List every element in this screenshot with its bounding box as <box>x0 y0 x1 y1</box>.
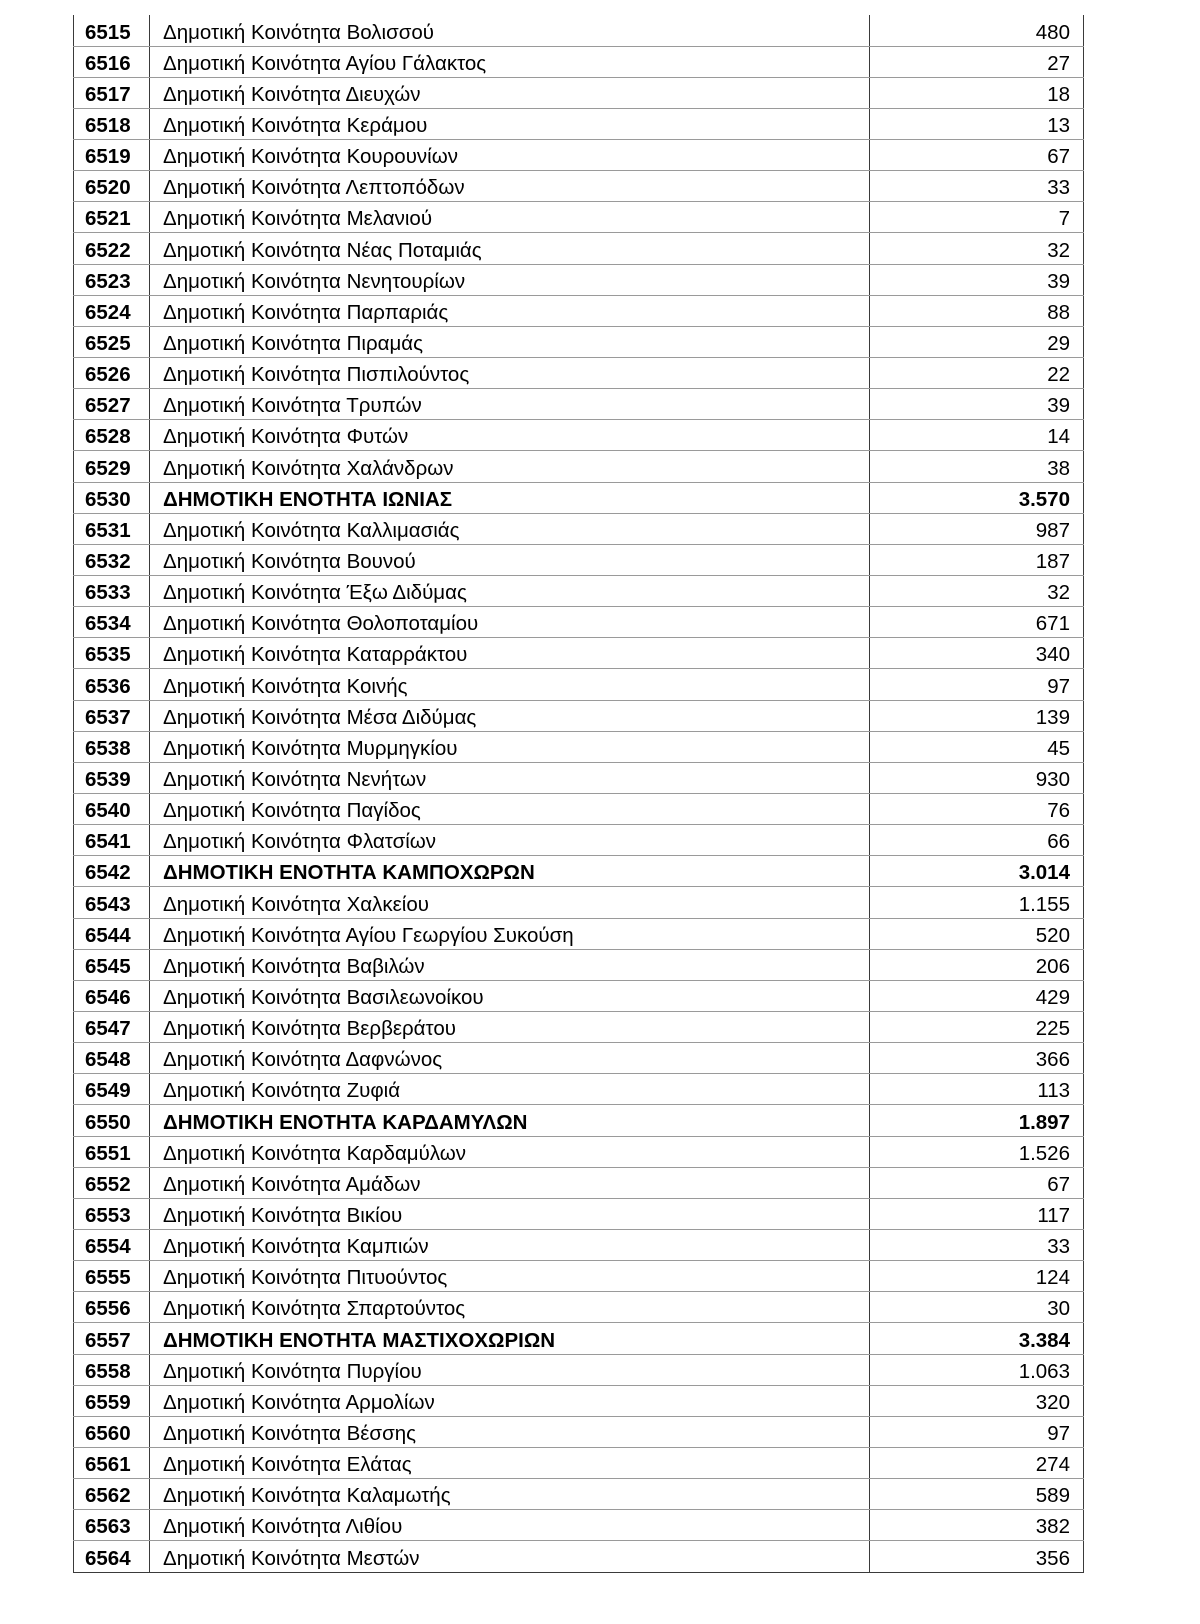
population-value: 1.063 <box>870 1354 1084 1385</box>
community-name: Δημοτική Κοινότητα Μέσα Διδύμας <box>150 700 870 731</box>
community-name: Δημοτική Κοινότητα Βουνού <box>150 544 870 575</box>
row-code: 6517 <box>74 77 150 108</box>
population-value: 13 <box>870 108 1084 139</box>
population-value: 39 <box>870 389 1084 420</box>
population-table <box>73 15 1084 1573</box>
population-value: 340 <box>870 638 1084 669</box>
table-row <box>74 1261 1084 1292</box>
community-name: Δημοτική Κοινότητα Χαλκείου <box>150 887 870 918</box>
row-code: 6531 <box>74 513 150 544</box>
population-value: 67 <box>870 1167 1084 1198</box>
community-name: Δημοτική Κοινότητα Βαβιλών <box>150 949 870 980</box>
row-code: 6536 <box>74 669 150 700</box>
section-name: ΔΗΜΟΤΙΚΗ ΕΝΟΤΗΤΑ ΜΑΣΤΙΧΟΧΩΡΙΩΝ <box>150 1323 870 1354</box>
table-row <box>74 1447 1084 1478</box>
population-value: 66 <box>870 825 1084 856</box>
row-code: 6522 <box>74 233 150 264</box>
community-name: Δημοτική Κοινότητα Αρμολίων <box>150 1385 870 1416</box>
table-row <box>74 295 1084 326</box>
community-name: Δημοτική Κοινότητα Νενήτων <box>150 762 870 793</box>
population-value: 520 <box>870 918 1084 949</box>
row-code: 6520 <box>74 171 150 202</box>
section-row <box>74 1323 1084 1354</box>
population-value: 18 <box>870 77 1084 108</box>
row-code: 6556 <box>74 1292 150 1323</box>
row-code: 6515 <box>74 15 150 46</box>
community-name: Δημοτική Κοινότητα Φλατσίων <box>150 825 870 856</box>
table-row <box>74 358 1084 389</box>
community-name: Δημοτική Κοινότητα Χαλάνδρων <box>150 451 870 482</box>
table-row <box>74 1136 1084 1167</box>
section-total: 3.014 <box>870 856 1084 887</box>
population-value: 32 <box>870 576 1084 607</box>
table-row <box>74 77 1084 108</box>
community-name: Δημοτική Κοινότητα Βασιλεωνοίκου <box>150 980 870 1011</box>
row-code: 6533 <box>74 576 150 607</box>
table-row <box>74 15 1084 46</box>
row-code: 6521 <box>74 202 150 233</box>
community-name: Δημοτική Κοινότητα Τρυπών <box>150 389 870 420</box>
table-row <box>74 731 1084 762</box>
row-code: 6530 <box>74 482 150 513</box>
population-value: 356 <box>870 1541 1084 1572</box>
population-value: 589 <box>870 1479 1084 1510</box>
row-code: 6539 <box>74 762 150 793</box>
population-value: 88 <box>870 295 1084 326</box>
community-name: Δημοτική Κοινότητα Κουρουνίων <box>150 140 870 171</box>
population-value: 366 <box>870 1043 1084 1074</box>
table-row <box>74 1416 1084 1447</box>
table-row <box>74 1167 1084 1198</box>
community-name: Δημοτική Κοινότητα Καταρράκτου <box>150 638 870 669</box>
table-row <box>74 108 1084 139</box>
row-code: 6562 <box>74 1479 150 1510</box>
community-name: Δημοτική Κοινότητα Νέας Ποταμιάς <box>150 233 870 264</box>
community-name: Δημοτική Κοινότητα Λεπτοπόδων <box>150 171 870 202</box>
population-value: 274 <box>870 1447 1084 1478</box>
row-code: 6540 <box>74 794 150 825</box>
community-name: Δημοτική Κοινότητα Δαφνώνος <box>150 1043 870 1074</box>
population-value: 382 <box>870 1510 1084 1541</box>
table-row <box>74 918 1084 949</box>
community-name: Δημοτική Κοινότητα Καλαμωτής <box>150 1479 870 1510</box>
section-total: 3.570 <box>870 482 1084 513</box>
row-code: 6554 <box>74 1229 150 1260</box>
table-row <box>74 1043 1084 1074</box>
community-name: Δημοτική Κοινότητα Βολισσού <box>150 15 870 46</box>
row-code: 6560 <box>74 1416 150 1447</box>
population-value: 225 <box>870 1012 1084 1043</box>
section-row <box>74 482 1084 513</box>
population-value: 33 <box>870 171 1084 202</box>
table-row <box>74 389 1084 420</box>
section-total: 3.384 <box>870 1323 1084 1354</box>
population-value: 1.155 <box>870 887 1084 918</box>
section-row <box>74 856 1084 887</box>
table-row <box>74 513 1084 544</box>
row-code: 6541 <box>74 825 150 856</box>
population-value: 32 <box>870 233 1084 264</box>
community-name: Δημοτική Κοινότητα Ζυφιά <box>150 1074 870 1105</box>
community-name: Δημοτική Κοινότητα Μεστών <box>150 1541 870 1572</box>
row-code: 6551 <box>74 1136 150 1167</box>
community-name: Δημοτική Κοινότητα Μυρμηγκίου <box>150 731 870 762</box>
row-code: 6534 <box>74 607 150 638</box>
row-code: 6563 <box>74 1510 150 1541</box>
population-value: 206 <box>870 949 1084 980</box>
row-code: 6543 <box>74 887 150 918</box>
community-name: Δημοτική Κοινότητα Παγίδος <box>150 794 870 825</box>
table-row <box>74 669 1084 700</box>
population-value: 1.526 <box>870 1136 1084 1167</box>
row-code: 6564 <box>74 1541 150 1572</box>
row-code: 6544 <box>74 918 150 949</box>
population-value: 124 <box>870 1261 1084 1292</box>
population-value: 429 <box>870 980 1084 1011</box>
row-code: 6552 <box>74 1167 150 1198</box>
table-body <box>74 15 1084 1572</box>
table-row <box>74 544 1084 575</box>
community-name: Δημοτική Κοινότητα Βερβεράτου <box>150 1012 870 1043</box>
table-row <box>74 451 1084 482</box>
population-value: 930 <box>870 762 1084 793</box>
population-value: 97 <box>870 669 1084 700</box>
row-code: 6532 <box>74 544 150 575</box>
table-row <box>74 1479 1084 1510</box>
population-value: 39 <box>870 264 1084 295</box>
row-code: 6526 <box>74 358 150 389</box>
population-value: 139 <box>870 700 1084 731</box>
table-row <box>74 700 1084 731</box>
community-name: Δημοτική Κοινότητα Αγίου Γεωργίου Συκούση <box>150 918 870 949</box>
row-code: 6553 <box>74 1198 150 1229</box>
table-row <box>74 420 1084 451</box>
row-code: 6535 <box>74 638 150 669</box>
community-name: Δημοτική Κοινότητα Καμπιών <box>150 1229 870 1260</box>
population-value: 38 <box>870 451 1084 482</box>
population-value: 27 <box>870 46 1084 77</box>
table-row <box>74 576 1084 607</box>
row-code: 6546 <box>74 980 150 1011</box>
table-row <box>74 46 1084 77</box>
row-code: 6549 <box>74 1074 150 1105</box>
community-name: Δημοτική Κοινότητα Νενητουρίων <box>150 264 870 295</box>
section-name: ΔΗΜΟΤΙΚΗ ΕΝΟΤΗΤΑ ΚΑΜΠΟΧΩΡΩΝ <box>150 856 870 887</box>
table-row <box>74 949 1084 980</box>
population-value: 987 <box>870 513 1084 544</box>
table-row <box>74 1074 1084 1105</box>
table-row <box>74 264 1084 295</box>
table-row <box>74 1198 1084 1229</box>
community-name: Δημοτική Κοινότητα Κοινής <box>150 669 870 700</box>
row-code: 6519 <box>74 140 150 171</box>
population-value: 76 <box>870 794 1084 825</box>
population-value: 22 <box>870 358 1084 389</box>
community-name: Δημοτική Κοινότητα Βέσσης <box>150 1416 870 1447</box>
community-name: Δημοτική Κοινότητα Πιραμάς <box>150 326 870 357</box>
community-name: Δημοτική Κοινότητα Πισπιλούντος <box>150 358 870 389</box>
community-name: Δημοτική Κοινότητα Αμάδων <box>150 1167 870 1198</box>
row-code: 6555 <box>74 1261 150 1292</box>
table-row <box>74 326 1084 357</box>
table-row <box>74 762 1084 793</box>
population-value: 480 <box>870 15 1084 46</box>
row-code: 6548 <box>74 1043 150 1074</box>
row-code: 6518 <box>74 108 150 139</box>
section-row <box>74 1105 1084 1136</box>
row-code: 6524 <box>74 295 150 326</box>
population-value: 67 <box>870 140 1084 171</box>
row-code: 6527 <box>74 389 150 420</box>
table-row <box>74 202 1084 233</box>
community-name: Δημοτική Κοινότητα Βικίου <box>150 1198 870 1229</box>
table-row <box>74 638 1084 669</box>
population-value: 113 <box>870 1074 1084 1105</box>
table-row <box>74 825 1084 856</box>
table-row <box>74 233 1084 264</box>
row-code: 6528 <box>74 420 150 451</box>
row-code: 6557 <box>74 1323 150 1354</box>
table-row <box>74 887 1084 918</box>
population-value: 97 <box>870 1416 1084 1447</box>
community-name: Δημοτική Κοινότητα Φυτών <box>150 420 870 451</box>
population-value: 29 <box>870 326 1084 357</box>
table-row <box>74 1385 1084 1416</box>
section-name: ΔΗΜΟΤΙΚΗ ΕΝΟΤΗΤΑ ΙΩΝΙΑΣ <box>150 482 870 513</box>
row-code: 6542 <box>74 856 150 887</box>
community-name: Δημοτική Κοινότητα Καρδαμύλων <box>150 1136 870 1167</box>
community-name: Δημοτική Κοινότητα Λιθίου <box>150 1510 870 1541</box>
row-code: 6547 <box>74 1012 150 1043</box>
community-name: Δημοτική Κοινότητα Καλλιμασιάς <box>150 513 870 544</box>
community-name: Δημοτική Κοινότητα Διευχών <box>150 77 870 108</box>
table-row <box>74 1292 1084 1323</box>
community-name: Δημοτική Κοινότητα Σπαρτούντος <box>150 1292 870 1323</box>
community-name: Δημοτική Κοινότητα Κεράμου <box>150 108 870 139</box>
community-name: Δημοτική Κοινότητα Θολοποταμίου <box>150 607 870 638</box>
table-row <box>74 1012 1084 1043</box>
community-name: Δημοτική Κοινότητα Πυργίου <box>150 1354 870 1385</box>
row-code: 6559 <box>74 1385 150 1416</box>
community-name: Δημοτική Κοινότητα Μελανιού <box>150 202 870 233</box>
row-code: 6529 <box>74 451 150 482</box>
population-value: 14 <box>870 420 1084 451</box>
population-value: 671 <box>870 607 1084 638</box>
table-row <box>74 1541 1084 1572</box>
community-name: Δημοτική Κοινότητα Παρπαριάς <box>150 295 870 326</box>
table-row <box>74 1354 1084 1385</box>
population-value: 117 <box>870 1198 1084 1229</box>
row-code: 6538 <box>74 731 150 762</box>
population-value: 33 <box>870 1229 1084 1260</box>
table-row <box>74 980 1084 1011</box>
row-code: 6545 <box>74 949 150 980</box>
row-code: 6561 <box>74 1447 150 1478</box>
population-value: 187 <box>870 544 1084 575</box>
table-row <box>74 607 1084 638</box>
row-code: 6558 <box>74 1354 150 1385</box>
table-row <box>74 140 1084 171</box>
table-row <box>74 171 1084 202</box>
row-code: 6523 <box>74 264 150 295</box>
community-name: Δημοτική Κοινότητα Ελάτας <box>150 1447 870 1478</box>
population-value: 320 <box>870 1385 1084 1416</box>
population-value: 7 <box>870 202 1084 233</box>
row-code: 6537 <box>74 700 150 731</box>
table-row <box>74 1510 1084 1541</box>
row-code: 6550 <box>74 1105 150 1136</box>
section-total: 1.897 <box>870 1105 1084 1136</box>
row-code: 6516 <box>74 46 150 77</box>
table-row <box>74 1229 1084 1260</box>
section-name: ΔΗΜΟΤΙΚΗ ΕΝΟΤΗΤΑ ΚΑΡΔΑΜΥΛΩΝ <box>150 1105 870 1136</box>
population-value: 45 <box>870 731 1084 762</box>
population-value: 30 <box>870 1292 1084 1323</box>
row-code: 6525 <box>74 326 150 357</box>
community-name: Δημοτική Κοινότητα Πιτυούντος <box>150 1261 870 1292</box>
table-row <box>74 794 1084 825</box>
community-name: Δημοτική Κοινότητα Έξω Διδύμας <box>150 576 870 607</box>
community-name: Δημοτική Κοινότητα Αγίου Γάλακτος <box>150 46 870 77</box>
